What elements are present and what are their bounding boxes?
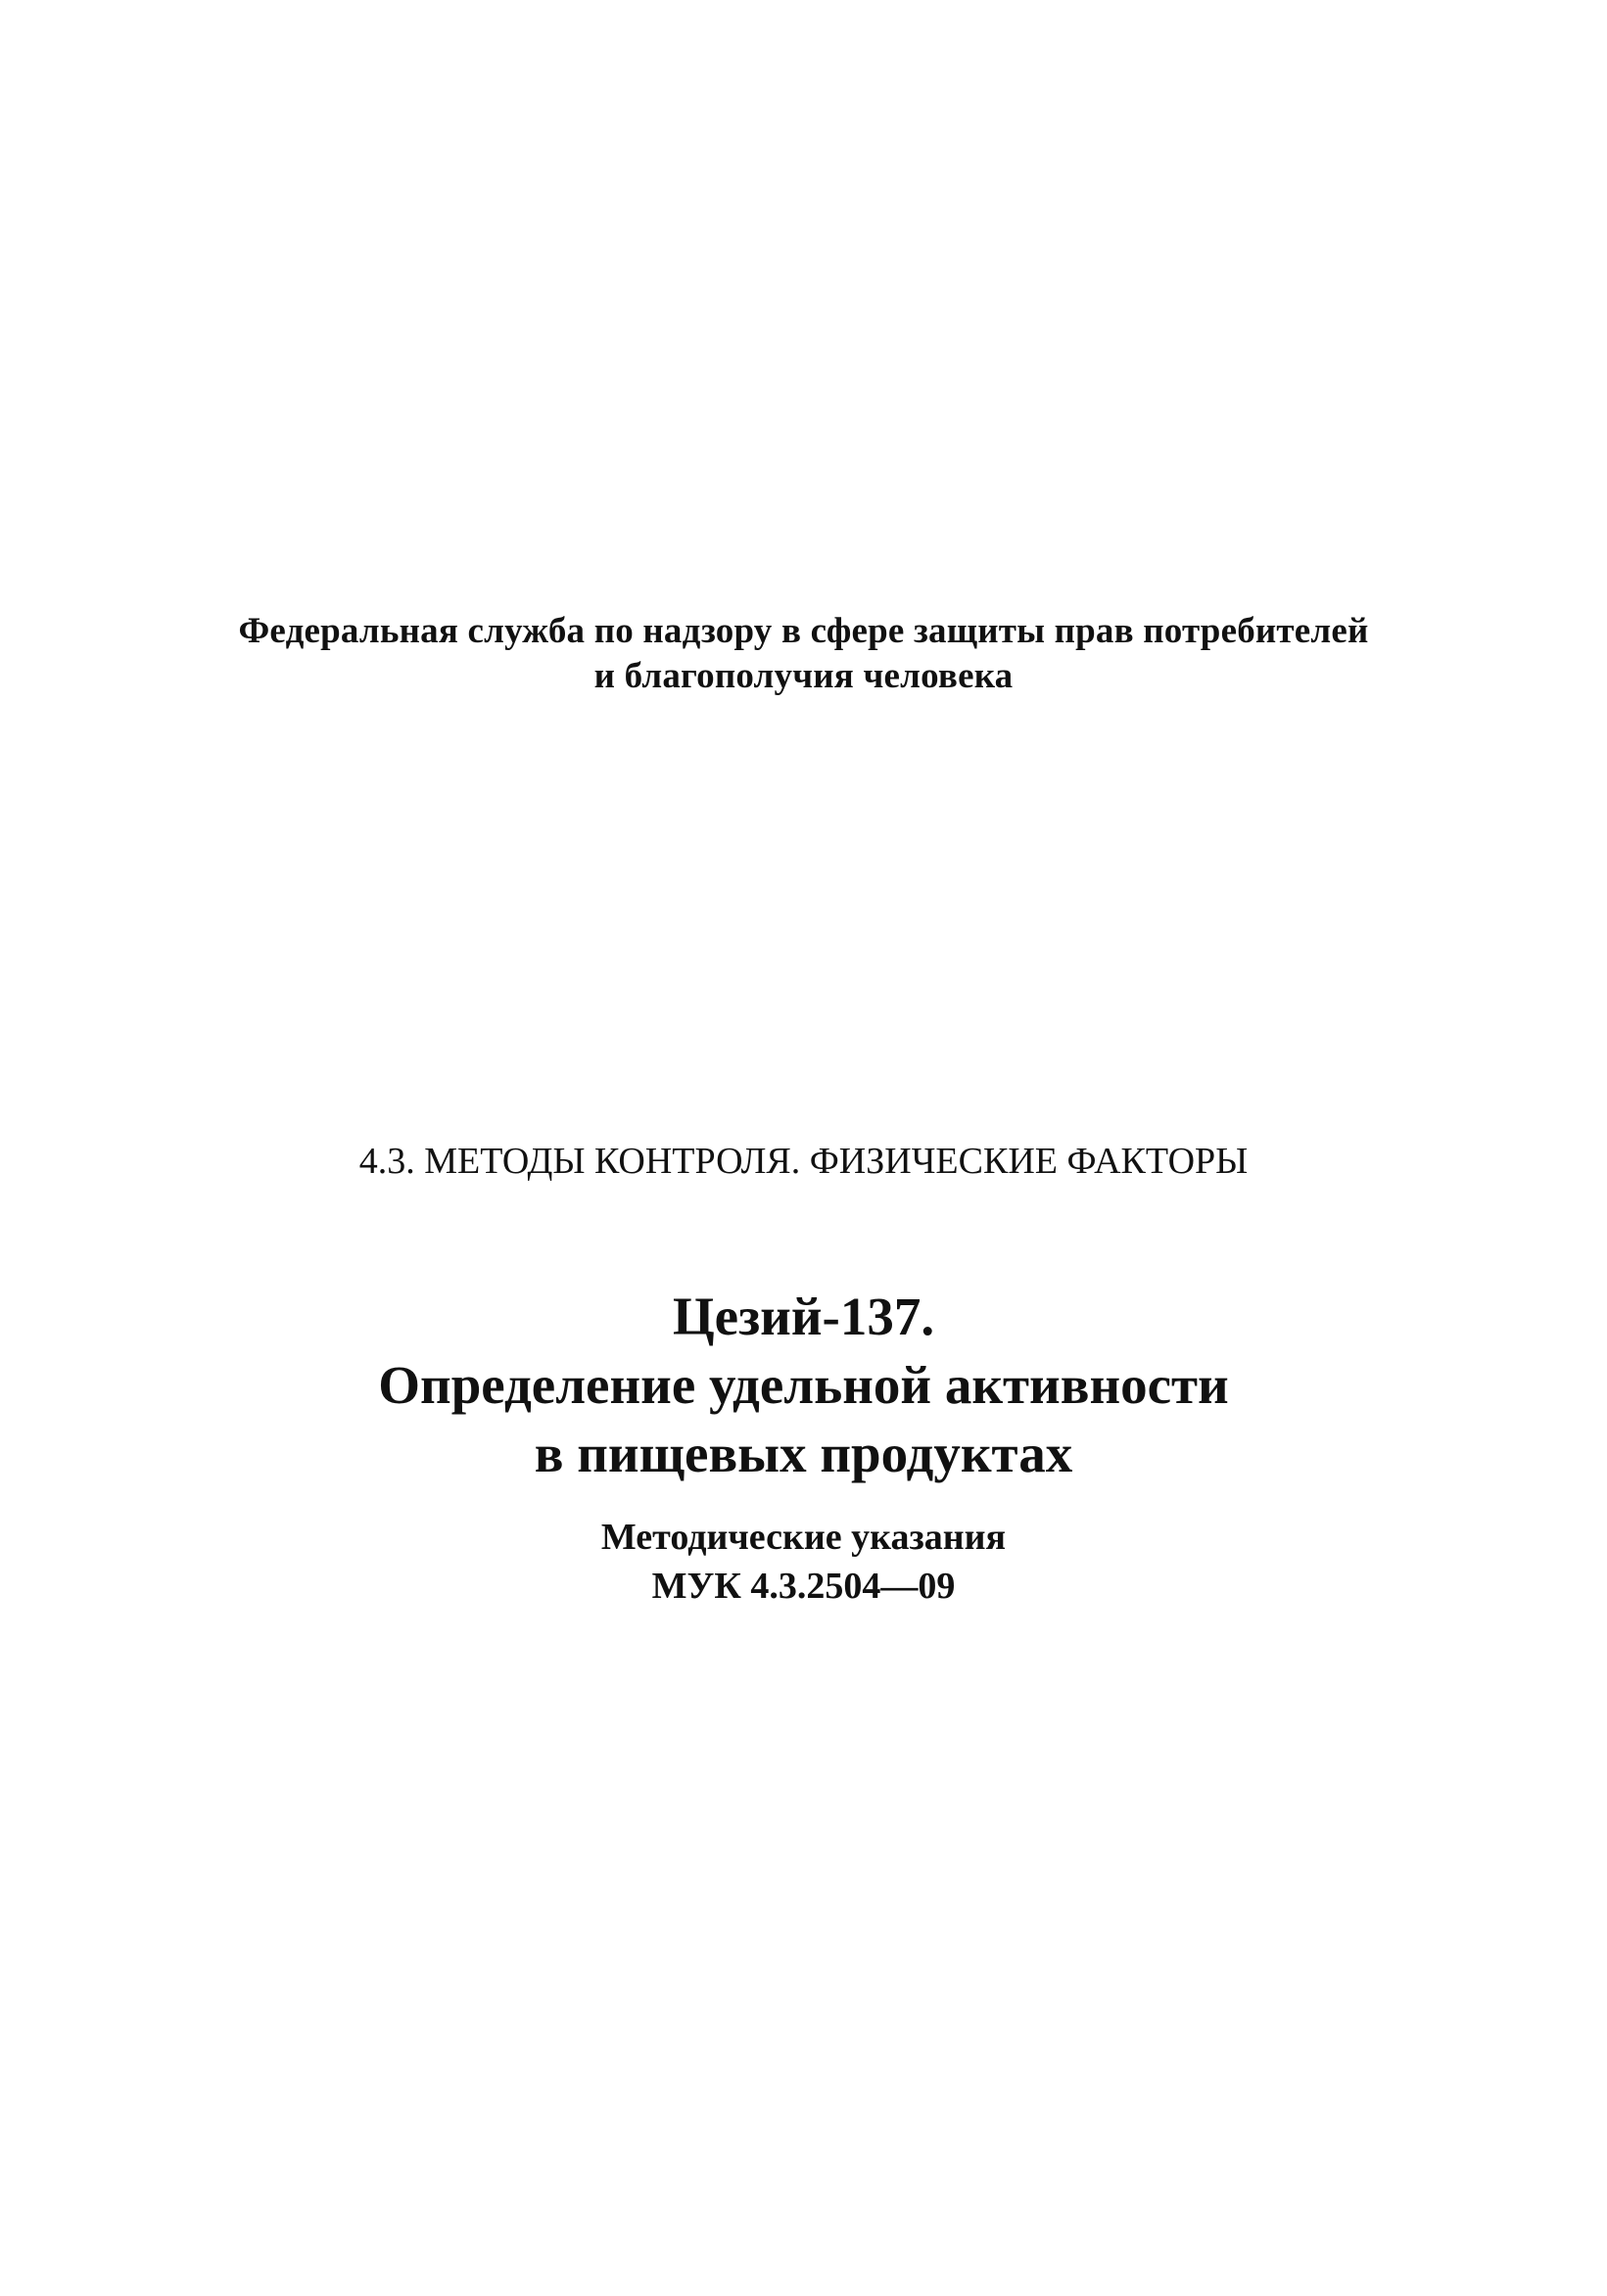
section-heading — [0, 1138, 1607, 1185]
document-title-line2: Определение удельной активности — [378, 1355, 1229, 1415]
document-title — [0, 1283, 1607, 1488]
document-type: Методические указания — [600, 1517, 1007, 1558]
agency-header — [0, 609, 1607, 699]
document-code: МУК 4.3.2504—09 — [651, 1566, 956, 1607]
agency-name-line2: и благополучия человека — [593, 656, 1014, 696]
agency-name-line1: Федеральная служба по надзору в сфере защиты прав потребителей — [238, 611, 1369, 651]
document-title-line3: в пищевых продуктах — [534, 1424, 1073, 1483]
section-title: 4.3. МЕТОДЫ КОНТРОЛЯ. ФИЗИЧЕСКИЕ ФАКТОРЫ — [358, 1141, 1249, 1182]
document-title-line1: Цезий-137. — [672, 1287, 935, 1346]
document-type-block — [0, 1513, 1607, 1611]
